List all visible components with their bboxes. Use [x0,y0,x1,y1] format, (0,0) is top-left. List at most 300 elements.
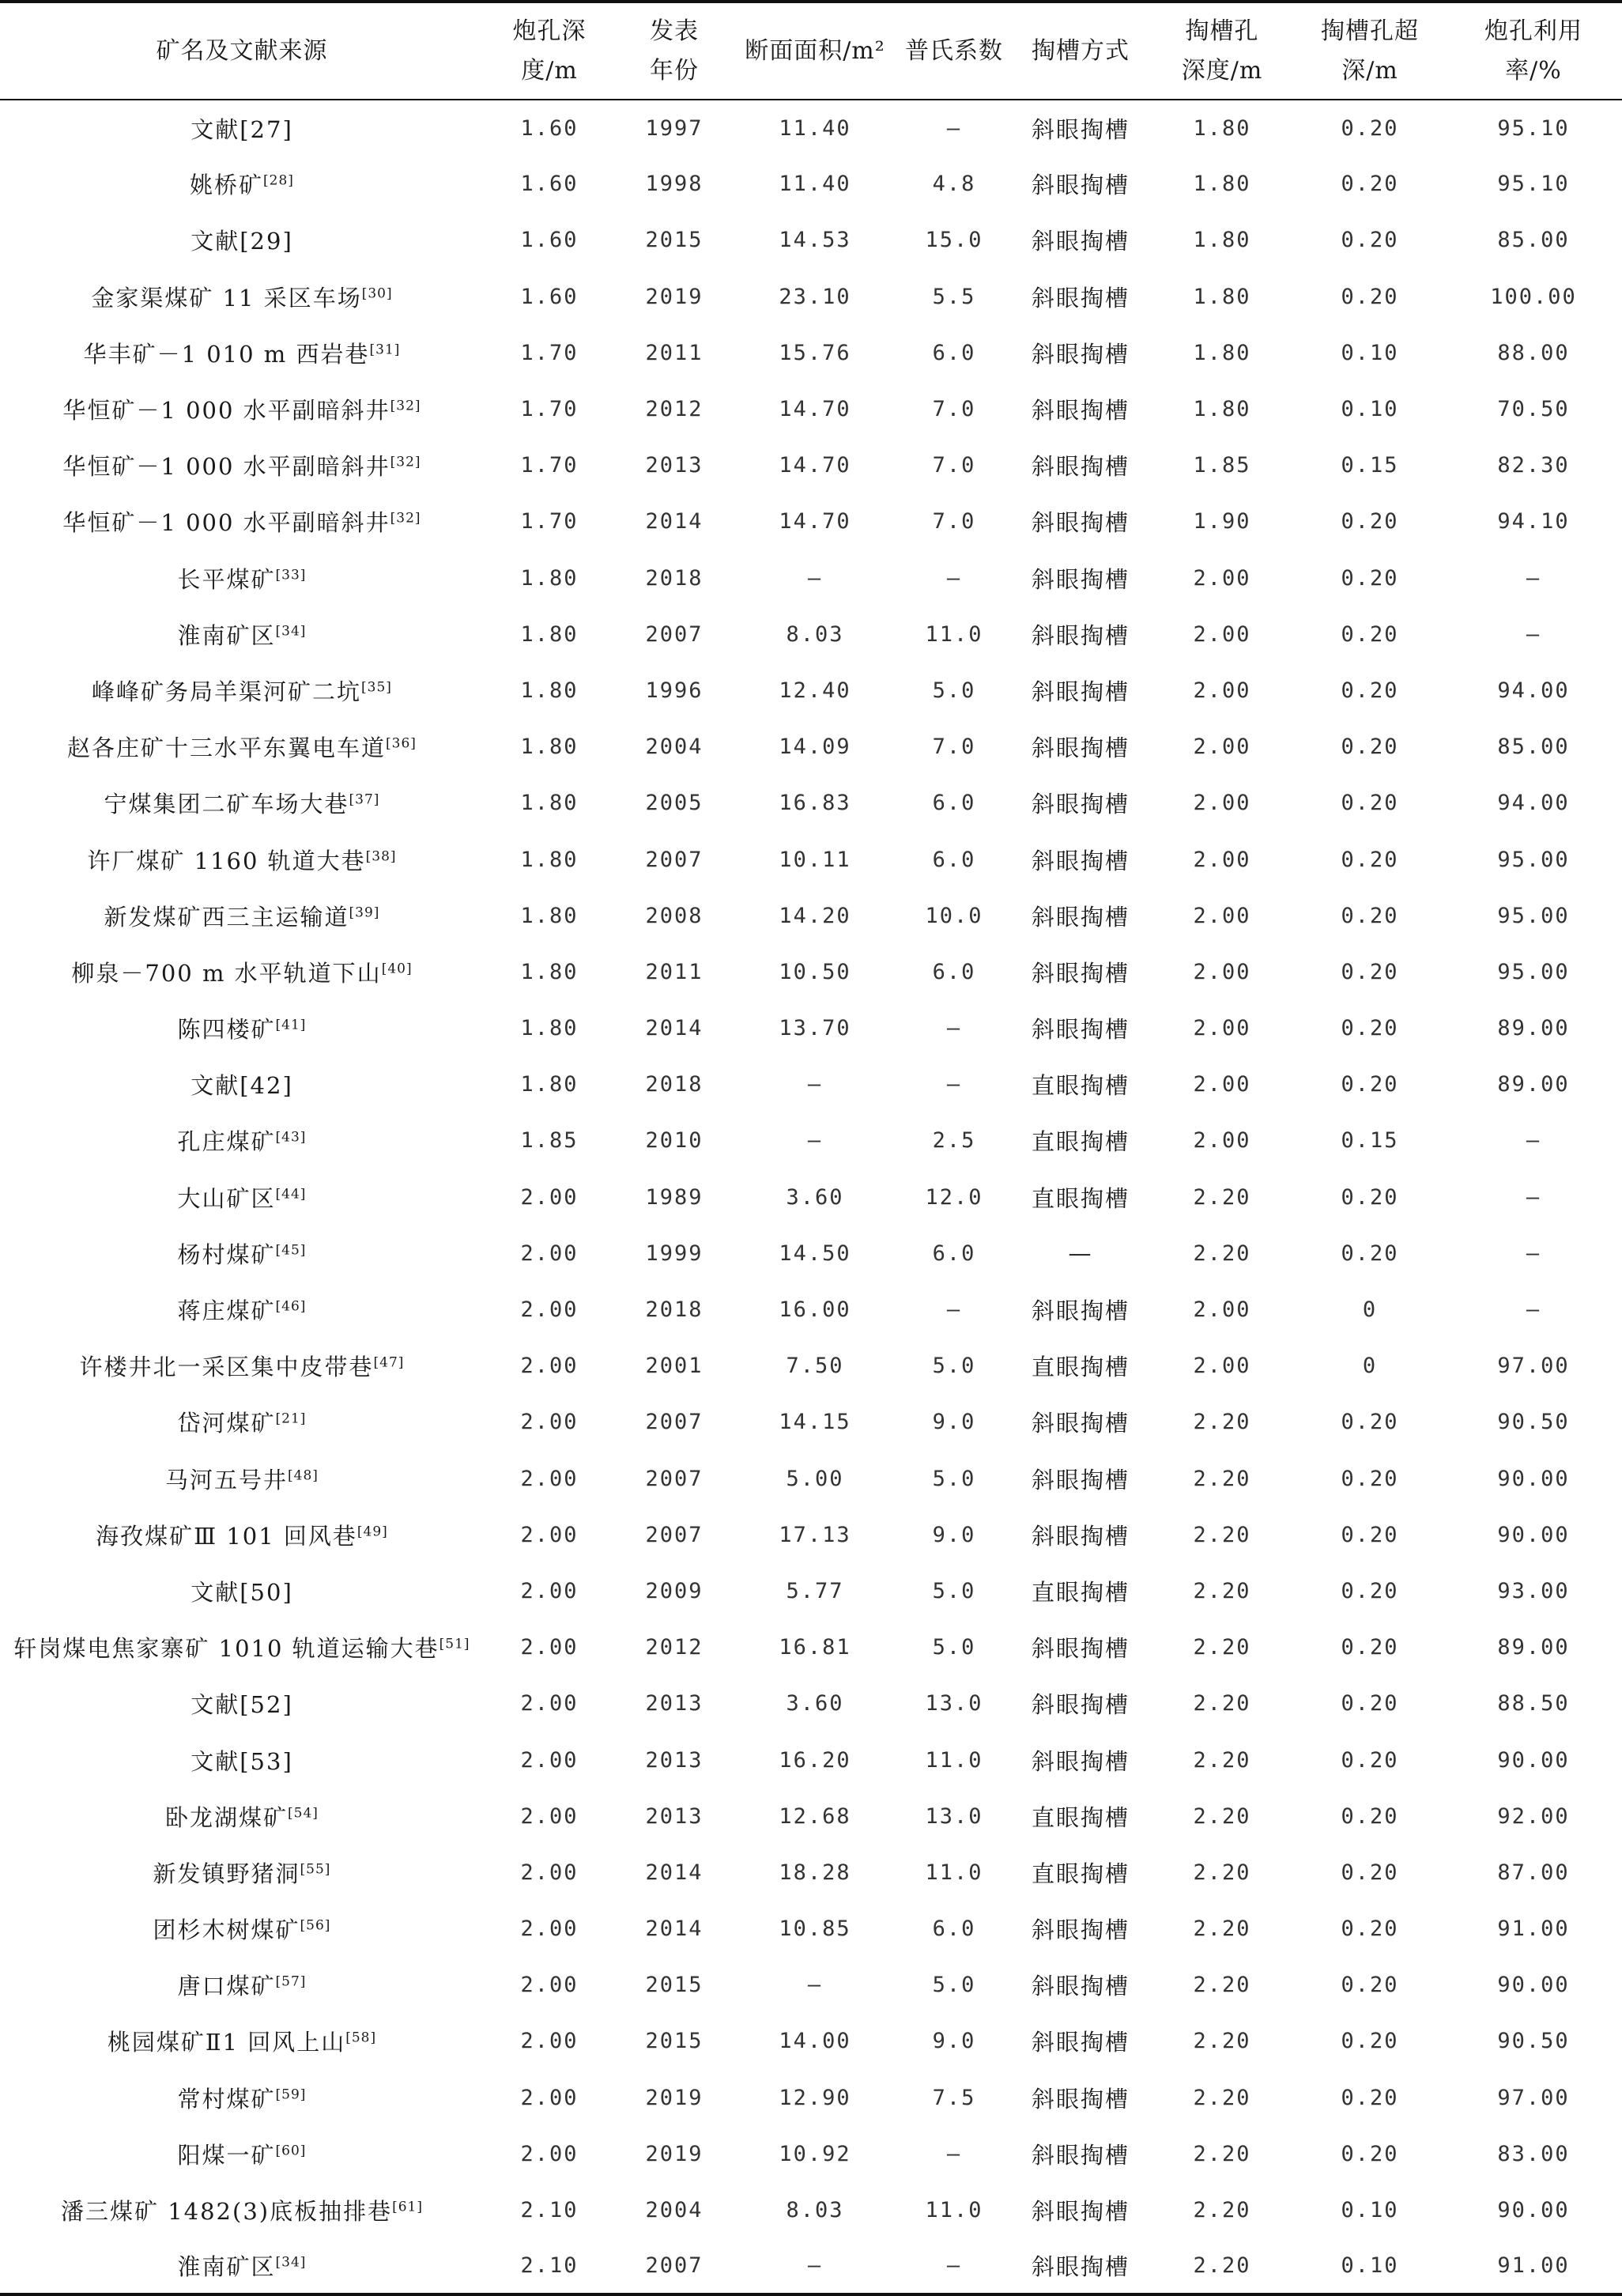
reference-superscript: [39] [349,904,380,921]
cell-mine-name [0,719,484,775]
cell-cut-hole-depth-text: 2.00 [1193,621,1251,647]
cell-utilization [1445,2013,1622,2069]
cell-cut-hole-depth [1149,1394,1295,1450]
cell-section-area [734,2238,896,2294]
cell-mine-name [0,156,484,212]
cell-cut-method [1012,1845,1149,1901]
cell-cut-overdepth [1295,212,1445,268]
cell-section-area-text: 17.13 [779,1522,851,1547]
cell-protodyakonov [896,888,1012,944]
cell-section-area-text: 14.15 [779,1410,851,1435]
reference-superscript: [34] [275,2254,307,2271]
cell-cut-method [1012,2013,1149,2069]
cell-cut-hole-depth-text: 1.85 [1193,453,1251,478]
header-line: 炮孔深 [512,17,587,45]
cell-utilization [1445,269,1622,325]
cell-year [615,1338,734,1394]
cell-cut-overdepth [1295,888,1445,944]
cell-section-area [734,269,896,325]
cell-cut-hole-depth-text: 2.00 [1193,903,1251,928]
reference-superscript: [28] [263,172,294,189]
cell-cut-method [1012,944,1149,1000]
cell-cut-overdepth [1295,606,1445,663]
cell-cut-overdepth [1295,1169,1445,1225]
cell-hole-depth [484,1788,615,1845]
cell-section-area-text: 13.70 [779,1016,851,1041]
table-row [0,212,1622,268]
cell-mine-name-text: 孔庄煤矿 [177,1128,276,1156]
cell-mine-name-text: 许楼井北一采区集中皮带巷 [79,1354,374,1381]
header-utilization [1445,2,1622,100]
cell-cut-overdepth-text: 0.20 [1341,172,1399,197]
cell-hole-depth-text: 2.00 [520,1803,579,1829]
reference-superscript: [47] [373,1354,405,1371]
cell-cut-overdepth-text: 0.20 [1341,1803,1399,1829]
cell-hole-depth-text: 2.00 [520,1297,579,1323]
cell-cut-overdepth-text: 0.20 [1341,1184,1399,1210]
cell-mine-name-text: 岱河煤矿 [177,1410,276,1437]
cell-mine-name-text: 华恒矿－1 000 水平副暗斜井 [62,397,390,425]
cell-year-text: 2015 [645,1973,703,1998]
cell-cut-method [1012,325,1149,381]
cell-section-area [734,1169,896,1225]
cell-cut-overdepth-text: 0.20 [1341,2141,1399,2166]
cell-section-area-text: 14.20 [779,903,851,928]
cell-year [615,1056,734,1112]
cell-cut-hole-depth [1149,606,1295,663]
cell-section-area-text: 10.85 [779,1916,851,1942]
cell-cut-hole-depth-text: 2.20 [1193,1747,1251,1773]
cell-protodyakonov-text: 5.0 [932,1466,976,1491]
cell-cut-hole-depth [1149,719,1295,775]
cell-hole-depth-text: 2.00 [520,1466,579,1491]
cell-protodyakonov [896,493,1012,549]
cell-hole-depth-text: 1.70 [520,397,579,422]
cell-hole-depth [484,606,615,663]
cell-mine-name-text: 唐口煤矿 [177,1973,276,2000]
cell-year-text: 2018 [645,1072,703,1097]
cell-cut-overdepth-text: 0.20 [1341,678,1399,703]
cell-section-area [734,493,896,549]
cell-protodyakonov [896,2126,1012,2182]
cell-year [615,1731,734,1788]
cell-hole-depth-text: 2.00 [520,1522,579,1547]
cell-utilization-text: 95.00 [1497,959,1570,984]
cell-mine-name-text: 大山矿区 [177,1184,276,1212]
cell-hole-depth [484,269,615,325]
cell-utilization-text: 87.00 [1497,1860,1570,1885]
cell-utilization-text: 88.00 [1497,340,1570,365]
cell-year-text: 1999 [645,1241,703,1266]
cell-year-text: 2013 [645,1691,703,1716]
cell-cut-method-text: 直眼掏槽 [1031,1128,1130,1156]
cell-cut-hole-depth [1149,381,1295,437]
cell-cut-overdepth-text: 0.10 [1341,340,1399,365]
cell-protodyakonov-text: 5.0 [932,1578,976,1603]
cell-cut-method [1012,831,1149,887]
cell-utilization [1445,1619,1622,1675]
cell-cut-method [1012,1282,1149,1338]
cell-mine-name-text: 华丰矿－1 010 m 西岩巷 [83,340,370,368]
cell-protodyakonov-text: 7.0 [932,453,976,478]
cell-cut-hole-depth [1149,775,1295,831]
cell-section-area-text: 10.50 [779,959,851,984]
cell-mine-name [0,269,484,325]
cell-mine-name [0,775,484,831]
cell-cut-hole-depth-text: 2.20 [1193,1578,1251,1603]
cell-protodyakonov-text: 10.0 [925,903,983,928]
cell-hole-depth-text: 2.00 [520,2085,579,2110]
cell-cut-overdepth [1295,2126,1445,2182]
cell-section-area [734,775,896,831]
cell-section-area-text: — [807,565,823,591]
cell-hole-depth-text: 2.00 [520,1184,579,1210]
table-row [0,1056,1622,1112]
cell-cut-hole-depth-text: 2.20 [1193,2029,1251,2054]
cell-utilization [1445,156,1622,212]
cell-section-area-text: 14.70 [779,397,851,422]
cell-hole-depth-text: 1.60 [520,172,579,197]
cell-hole-depth [484,1901,615,1957]
cell-hole-depth [484,1282,615,1338]
cell-section-area-text: 16.81 [779,1635,851,1660]
cell-utilization-text: — [1526,1241,1541,1266]
cell-cut-method-text: 直眼掏槽 [1031,1072,1130,1100]
cell-cut-overdepth-text: 0.15 [1341,1128,1399,1154]
cell-cut-hole-depth [1149,1731,1295,1788]
cell-cut-overdepth-text: 0.20 [1341,1522,1399,1547]
cell-mine-name [0,2070,484,2126]
cell-mine-name [0,437,484,493]
cell-protodyakonov [896,1675,1012,1731]
cell-mine-name-text: 文献[53] [190,1747,293,1775]
reference-superscript: [57] [275,1973,307,1990]
cell-year [615,2182,734,2238]
cell-year-text: 2004 [645,2198,703,2223]
cell-section-area [734,437,896,493]
cell-mine-name [0,1563,484,1619]
cell-cut-hole-depth-text: 2.20 [1193,1635,1251,1660]
table-row [0,2182,1622,2238]
cell-hole-depth [484,1957,615,2013]
cell-cut-method-text: 斜眼掏槽 [1031,847,1130,874]
cell-cut-method [1012,1731,1149,1788]
cell-year [615,663,734,719]
cell-protodyakonov [896,1845,1012,1901]
cell-utilization [1445,1507,1622,1563]
cell-hole-depth [484,1112,615,1169]
cell-mine-name [0,831,484,887]
table-row [0,1845,1622,1901]
cell-protodyakonov [896,1731,1012,1788]
cell-hole-depth-text: 2.00 [520,1860,579,1885]
cell-cut-hole-depth-text: 2.00 [1193,1072,1251,1097]
cell-protodyakonov-text: 6.0 [932,847,976,872]
cell-section-area [734,1619,896,1675]
cell-cut-method [1012,719,1149,775]
cell-cut-hole-depth-text: 2.20 [1193,1522,1251,1547]
table-row [0,831,1622,887]
cell-section-area [734,1112,896,1169]
cell-protodyakonov-text: 7.0 [932,397,976,422]
cell-year [615,100,734,156]
cell-cut-method-text: 斜眼掏槽 [1031,2253,1130,2281]
table-header [0,2,1622,100]
cell-cut-method-text: 斜眼掏槽 [1031,959,1130,987]
cell-year-text: 2010 [645,1128,703,1154]
cell-utilization [1445,1282,1622,1338]
cell-cut-hole-depth-text: 1.90 [1193,509,1251,534]
cell-year [615,606,734,663]
cell-year-text: 2007 [645,2253,703,2279]
cell-utilization [1445,1845,1622,1901]
cell-cut-overdepth-text: 0.10 [1341,397,1399,422]
cell-mine-name [0,100,484,156]
cell-cut-hole-depth [1149,663,1295,719]
reference-superscript: [44] [275,1186,307,1202]
cell-cut-method-text: 斜眼掏槽 [1031,621,1130,649]
cell-hole-depth [484,100,615,156]
cell-hole-depth-text: 1.70 [520,340,579,365]
cell-year-text: 2007 [645,1522,703,1547]
cell-mine-name [0,1225,484,1282]
cell-year-text: 2007 [645,621,703,647]
cell-protodyakonov [896,831,1012,887]
cell-cut-overdepth-text: 0.20 [1341,847,1399,872]
cell-year [615,1957,734,2013]
cell-mine-name-text: 许厂煤矿 1160 轨道大巷 [87,847,366,874]
cell-cut-method [1012,269,1149,325]
cell-utilization-text: 90.00 [1497,1973,1570,1998]
cell-mine-name-text: 马河五号井 [165,1466,289,1494]
cell-cut-hole-depth-text: 1.80 [1193,340,1251,365]
cell-hole-depth [484,663,615,719]
cell-cut-overdepth [1295,2070,1445,2126]
header-line: 掏槽孔超 [1321,17,1419,45]
reference-superscript: [58] [345,2030,377,2046]
cell-section-area-text: — [807,1072,823,1097]
cell-protodyakonov-text: 6.0 [932,791,976,816]
cell-protodyakonov [896,2013,1012,2069]
cell-protodyakonov [896,1957,1012,2013]
cell-cut-hole-depth [1149,2013,1295,2069]
cell-cut-overdepth [1295,1507,1445,1563]
cell-cut-hole-depth [1149,212,1295,268]
cell-utilization [1445,437,1622,493]
cell-utilization-text: — [1526,1128,1541,1154]
cell-hole-depth [484,1845,615,1901]
reference-superscript: [46] [275,1298,307,1315]
cell-cut-hole-depth-text: 2.20 [1193,1466,1251,1491]
cell-hole-depth [484,1563,615,1619]
cell-cut-overdepth [1295,663,1445,719]
reference-superscript: [31] [369,342,401,358]
cell-cut-overdepth [1295,1788,1445,1845]
cell-cut-hole-depth-text: 2.20 [1193,1241,1251,1266]
cell-mine-name [0,493,484,549]
cell-mine-name-text: 姚桥矿 [190,172,264,199]
cell-mine-name-text: 文献[42] [190,1072,293,1100]
cell-utilization [1445,493,1622,549]
cell-utilization-text: 93.00 [1497,1578,1570,1603]
header-line: 普氏系数 [905,36,1003,65]
cell-utilization [1445,2182,1622,2238]
cell-year-text: 1989 [645,1184,703,1210]
reference-superscript: [34] [275,623,307,640]
cell-year [615,1507,734,1563]
cell-hole-depth-text: 1.70 [520,453,579,478]
cell-mine-name [0,1282,484,1338]
cell-mine-name [0,1507,484,1563]
cell-protodyakonov-text: 13.0 [925,1803,983,1829]
cell-year [615,1845,734,1901]
cell-cut-overdepth [1295,1394,1445,1450]
cell-utilization-text: 70.50 [1497,397,1570,422]
cell-mine-name-text: 文献[27] [190,115,293,143]
cell-protodyakonov [896,381,1012,437]
cell-section-area [734,1845,896,1901]
cell-year [615,775,734,831]
cell-year [615,831,734,887]
cell-cut-overdepth-text: 0.20 [1341,228,1399,253]
reference-superscript: [56] [300,1917,331,1934]
cell-year [615,1000,734,1056]
cell-cut-hole-depth [1149,1619,1295,1675]
cell-utilization-text: — [1526,565,1541,591]
cell-cut-overdepth [1295,1451,1445,1507]
cell-protodyakonov-text: 13.0 [925,1691,983,1716]
cell-cut-hole-depth-text: 1.80 [1193,115,1251,141]
cell-protodyakonov-text: 12.0 [925,1184,983,1210]
table-row [0,1619,1622,1675]
cell-utilization-text: 95.10 [1497,115,1570,141]
cell-cut-overdepth [1295,550,1445,606]
cell-utilization [1445,1731,1622,1788]
cell-protodyakonov-text: 5.0 [932,1635,976,1660]
cell-utilization [1445,212,1622,268]
cell-protodyakonov-text: 6.0 [932,959,976,984]
cell-year [615,2238,734,2294]
cell-utilization-text: 90.00 [1497,1466,1570,1491]
cell-section-area [734,156,896,212]
reference-superscript: [43] [275,1129,307,1146]
cell-utilization-text: 82.30 [1497,453,1570,478]
cell-hole-depth [484,1731,615,1788]
cell-cut-method-text: 斜眼掏槽 [1031,565,1130,593]
cell-utilization [1445,1394,1622,1450]
cell-cut-overdepth-text: 0 [1362,1354,1378,1379]
cell-protodyakonov [896,1451,1012,1507]
header-cut-hole-depth [1149,2,1295,100]
cell-mine-name [0,1619,484,1675]
cell-mine-name-text: 宁煤集团二矿车场大巷 [104,791,349,818]
cell-protodyakonov-text: 15.0 [925,228,983,253]
cell-cut-method [1012,1563,1149,1619]
cell-year-text: 2019 [645,2141,703,2166]
cell-mine-name [0,2182,484,2238]
cell-hole-depth-text: 1.80 [520,565,579,591]
cell-cut-hole-depth [1149,437,1295,493]
cell-section-area [734,944,896,1000]
cell-section-area [734,1563,896,1619]
header-row [0,2,1622,100]
cell-cut-hole-depth-text: 1.80 [1193,397,1251,422]
reference-superscript: [41] [275,1017,307,1033]
reference-superscript: [33] [275,566,307,583]
cell-hole-depth [484,325,615,381]
cell-utilization [1445,1112,1622,1169]
reference-superscript: [40] [381,961,413,977]
cell-mine-name-text: 柳泉－700 m 水平轨道下山 [71,959,382,987]
cell-section-area-text: 7.50 [786,1354,844,1379]
cell-cut-hole-depth [1149,2126,1295,2182]
cell-year-text: 2013 [645,1803,703,1829]
header-year [615,2,734,100]
cell-year [615,156,734,212]
cell-utilization [1445,1901,1622,1957]
cell-cut-method-text: 斜眼掏槽 [1031,1297,1130,1325]
header-line: 掏槽方式 [1032,36,1130,65]
cell-cut-overdepth-text: 0.20 [1341,959,1399,984]
cell-mine-name [0,1112,484,1169]
cell-section-area [734,1056,896,1112]
cell-mine-name-text: 常村煤矿 [177,2085,276,2113]
cell-cut-hole-depth-text: 1.80 [1193,172,1251,197]
cell-section-area-text: 3.60 [786,1691,844,1716]
cell-year [615,944,734,1000]
header-line: 率/% [1505,56,1562,85]
cell-mine-name-text: 桃园煤矿Ⅱ1 回风上山 [107,2029,346,2056]
cell-utilization [1445,1169,1622,1225]
table-row [0,1282,1622,1338]
cell-cut-overdepth [1295,1056,1445,1112]
reference-superscript: [55] [300,1861,331,1878]
header-hole-depth [484,2,615,100]
cell-cut-method-text: 斜眼掏槽 [1031,734,1130,762]
cell-protodyakonov-text: 9.0 [932,2029,976,2054]
cell-cut-method [1012,663,1149,719]
cell-cut-method-text: 直眼掏槽 [1031,1354,1130,1381]
cell-cut-overdepth [1295,100,1445,156]
cell-cut-method [1012,2238,1149,2294]
cell-protodyakonov-text: 11.0 [925,1747,983,1773]
cell-utilization-text: 91.00 [1497,2253,1570,2279]
cell-cut-method-text: 斜眼掏槽 [1031,1466,1130,1494]
cell-hole-depth [484,831,615,887]
cell-mine-name [0,1731,484,1788]
cell-cut-hole-depth-text: 2.20 [1193,1184,1251,1210]
cell-section-area [734,1788,896,1845]
cell-cut-overdepth-text: 0.20 [1341,284,1399,309]
cell-cut-method [1012,1225,1149,1282]
cell-protodyakonov [896,212,1012,268]
cell-cut-overdepth [1295,1731,1445,1788]
cell-cut-method [1012,2182,1149,2238]
cell-year [615,381,734,437]
cell-year-text: 2007 [645,847,703,872]
reference-superscript: [21] [275,1410,307,1427]
cell-utilization-text: — [1526,1184,1541,1210]
cell-cut-overdepth-text: 0.20 [1341,115,1399,141]
reference-superscript: [35] [361,679,392,696]
cell-hole-depth-text: 1.80 [520,791,579,816]
cell-mine-name-text: 海孜煤矿Ⅲ 101 回风巷 [96,1522,357,1550]
cell-utilization-text: 88.50 [1497,1691,1570,1716]
cell-section-area [734,2182,896,2238]
cell-cut-method [1012,100,1149,156]
cell-cut-overdepth-text: 0.20 [1341,1072,1399,1097]
cell-protodyakonov-text: — [946,565,962,591]
